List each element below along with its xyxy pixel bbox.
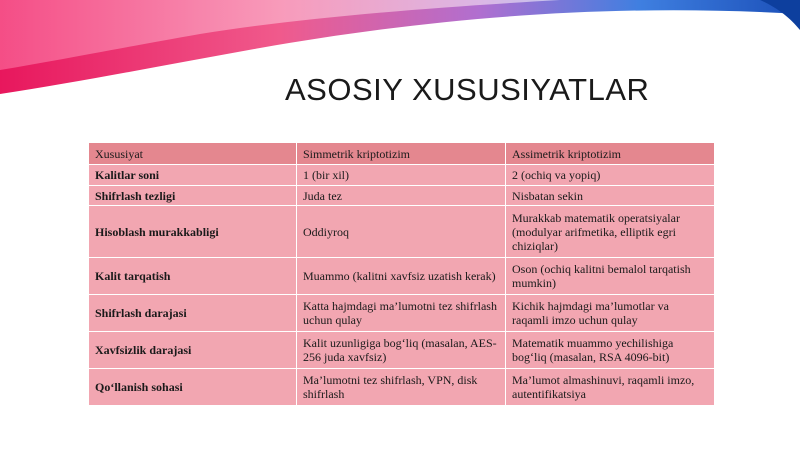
row-asymmetric: 2 (ochiq va yopiq) [506,165,715,186]
row-symmetric: Ma’lumotni tez shifrlash, VPN, disk shifrlash [297,369,506,406]
row-feature: Shifrlash tezligi [89,186,297,206]
row-symmetric: Muammo (kalitni xavfsiz uzatish kerak) [297,258,506,295]
row-feature: Kalitlar soni [89,165,297,186]
row-asymmetric: Ma’lumot almashinuvi, raqamli imzo, autentifikatsiya [506,369,715,406]
table-row [89,258,715,295]
row-feature: Xavfsizlik darajasi [89,332,297,369]
row-symmetric: Katta hajmdagi ma’lumotni tez shifrlash uchun qulay [297,295,506,332]
table-row [89,165,715,186]
table-row [89,369,715,406]
row-asymmetric: Murakkab matematik operatsiyalar (modulyar arifmetika, elliptik egri chiziqlar) [506,206,715,258]
row-asymmetric: Nisbatan sekin [506,186,715,206]
comparison-table [88,142,715,406]
header-cell-symmetric: Simmetrik kriptotizim [297,143,506,165]
row-feature: Qo‘llanish sohasi [89,369,297,406]
header-cell-feature: Xususiyat [89,143,297,165]
slide-title: ASOSIY XUSUSIYATLAR [285,72,650,107]
row-asymmetric: Kichik hajmdagi ma’lumotlar va raqamli imzo uchun qulay [506,295,715,332]
table-row [89,186,715,206]
row-feature: Kalit tarqatish [89,258,297,295]
row-symmetric: Juda tez [297,186,506,206]
table-row [89,332,715,369]
row-symmetric: Kalit uzunligiga bog‘liq (masalan, AES-256 juda xavfsiz) [297,332,506,369]
row-asymmetric: Matematik muammo yechilishiga bog‘liq (masalan, RSA 4096-bit) [506,332,715,369]
row-symmetric: 1 (bir xil) [297,165,506,186]
table-row [89,206,715,258]
row-feature: Hisoblash murakkabligi [89,206,297,258]
row-asymmetric: Oson (ochiq kalitni bemalol tarqatish mumkin) [506,258,715,295]
header-cell-asymmetric: Assimetrik kriptotizim [506,143,715,165]
row-feature: Shifrlash darajasi [89,295,297,332]
table-row [89,295,715,332]
row-symmetric: Oddiyroq [297,206,506,258]
table-header-row [89,143,715,165]
